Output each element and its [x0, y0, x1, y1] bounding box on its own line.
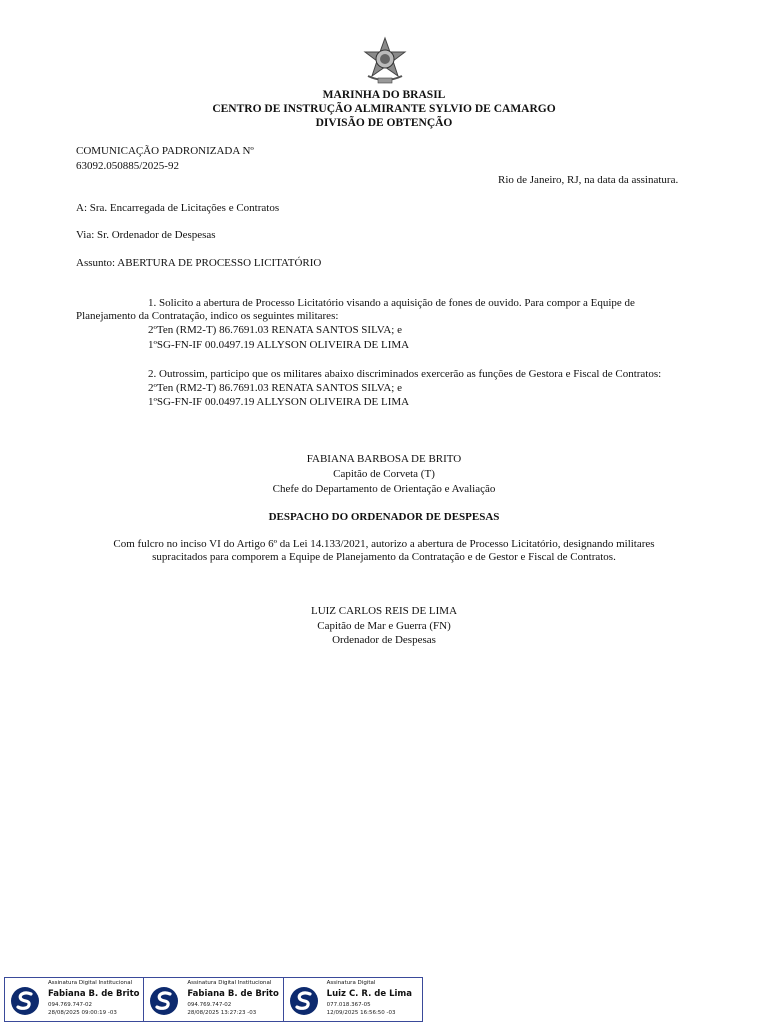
paragraph-1-member-2: 1ºSG-FN-IF 00.0497.19 ALLYSON OLIVEIRA DE LIMA [148, 339, 410, 351]
paragraph-1-line-1: 1. Solicito a abertura de Processo Licitatório visando a aquisição de fones de ouvido. Para compor a Equipe de [148, 297, 635, 309]
addressee: A: Sra. Encarregada de Licitações e Contratos [76, 202, 280, 214]
stamp-signer-name: Fabiana B. de Brito [187, 989, 279, 999]
coat-of-arms-icon [360, 36, 410, 86]
digital-signature-stamp[interactable] [5, 978, 144, 1021]
signatory-1-rank: Capitão de Corveta (T) [333, 468, 435, 480]
digital-signature-stamp[interactable] [144, 978, 283, 1021]
paragraph-2-line-1: 2. Outrossim, participo que os militares abaixo discriminados exercerão as funções de Gestora e Fiscal de Contratos: [148, 368, 662, 380]
stamp-document-id: 077.018.367-05 [326, 1002, 371, 1008]
signature-seal-icon [10, 986, 40, 1016]
signatory-2-role: Ordenador de Despesas [332, 634, 436, 646]
stamp-signer-name: Luiz C. R. de Lima [326, 989, 412, 999]
signature-seal-icon [149, 986, 179, 1016]
stamp-label: Assinatura Digital Institucional [48, 980, 133, 986]
division-name: DIVISÃO DE OBTENÇÃO [315, 117, 453, 129]
stamp-datetime: 28/08/2025 13:27:23 -03 [187, 1010, 257, 1016]
via-line: Via: Sr. Ordenador de Despesas [76, 229, 216, 241]
stamp-label: Assinatura Digital Institucional [187, 980, 272, 986]
signature-seal-icon [289, 986, 319, 1016]
stamp-document-id: 094.769.747-02 [48, 1002, 92, 1008]
digital-signature-strip [4, 977, 423, 1022]
communication-title: COMUNICAÇÃO PADRONIZADA Nº [76, 145, 254, 157]
institution-name: CENTRO DE INSTRUÇÃO ALMIRANTE SYLVIO DE CAMARGO [212, 103, 556, 115]
dispatch-title: DESPACHO DO ORDENADOR DE DESPESAS [268, 511, 500, 523]
org-name: MARINHA DO BRASIL [322, 89, 446, 101]
paragraph-2-member-1: 2ºTen (RM2-T) 86.7691.03 RENATA SANTOS SILVA; e [148, 382, 402, 394]
dispatch-line-2: supracitados para comporem a Equipe de Planejamento da Contratação e de Gestor e Fiscal de Contratos. [152, 551, 616, 563]
signatory-2-name: LUIZ CARLOS REIS DE LIMA [310, 605, 458, 617]
paragraph-1-line-2: Planejamento da Contratação, indico os seguintes militares: [76, 310, 339, 322]
subject-line: Assunto: ABERTURA DE PROCESSO LICITATÓRIO [76, 257, 322, 269]
paragraph-2-member-2: 1ºSG-FN-IF 00.0497.19 ALLYSON OLIVEIRA DE LIMA [148, 396, 410, 408]
signatory-2-rank: Capitão de Mar e Guerra (FN) [317, 620, 451, 632]
place-date: Rio de Janeiro, RJ, na data da assinatura. [498, 174, 679, 186]
stamp-datetime: 12/09/2025 16:56:50 -03 [326, 1010, 396, 1016]
communication-number: 63092.050885/2025-92 [76, 160, 179, 172]
stamp-datetime: 28/08/2025 09:00:19 -03 [48, 1010, 117, 1016]
signatory-1-role: Chefe do Departamento de Orientação e Avaliação [272, 483, 496, 495]
dispatch-line-1: Com fulcro no inciso VI do Artigo 6º da Lei 14.133/2021, autorizo a abertura de Processo Licitatório, designando militares [113, 538, 655, 550]
paragraph-1-member-1: 2ºTen (RM2-T) 86.7691.03 RENATA SANTOS SILVA; e [148, 324, 402, 336]
stamp-label: Assinatura Digital [326, 980, 376, 986]
stamp-document-id: 094.769.747-02 [187, 1002, 232, 1008]
stamp-signer-name: Fabiana B. de Brito [48, 989, 140, 999]
digital-signature-stamp[interactable] [284, 978, 422, 1021]
signatory-1-name: FABIANA BARBOSA DE BRITO [306, 453, 462, 465]
